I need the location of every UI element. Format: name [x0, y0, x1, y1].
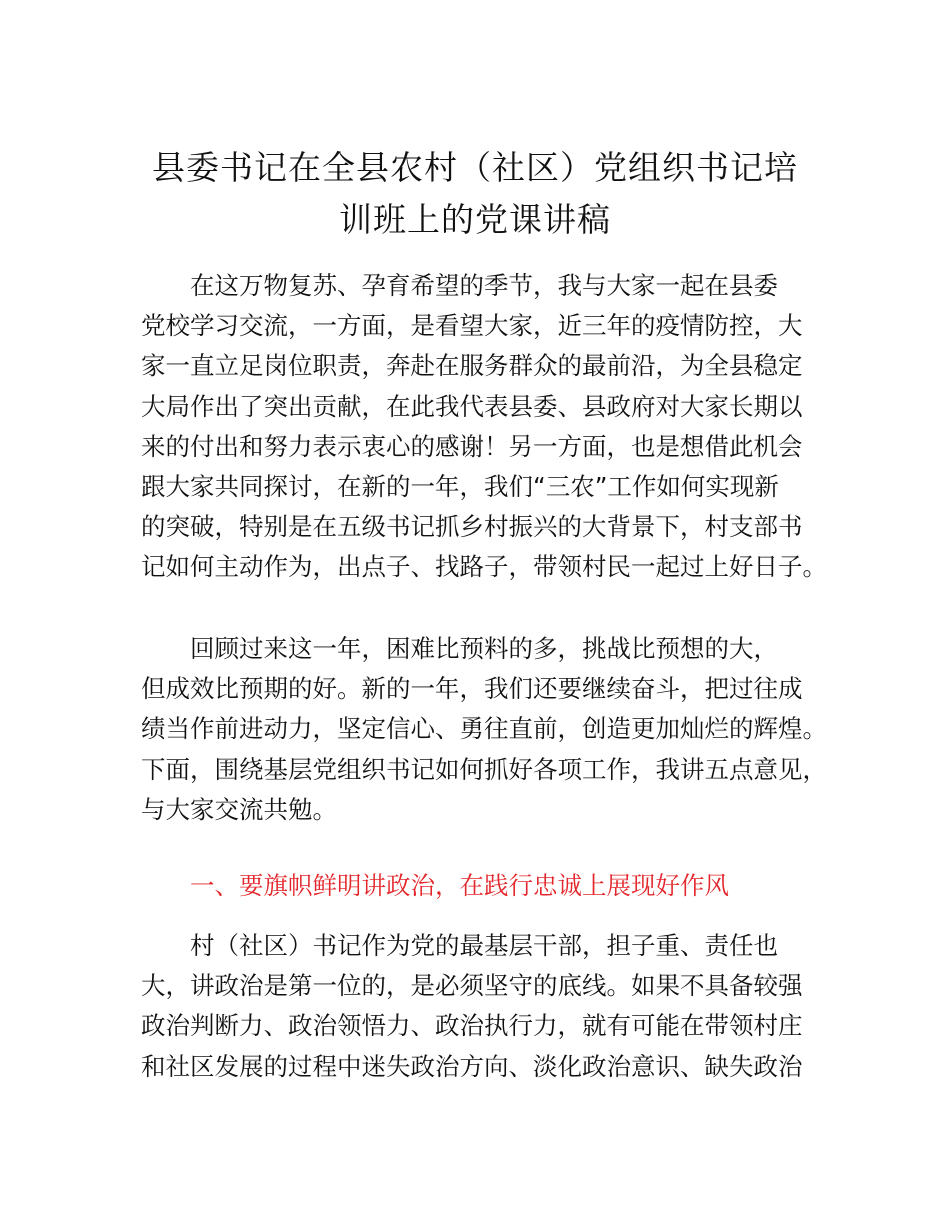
paragraph-line: 记如何主动作为，出点子、找路子，带领村民一起过上好日子。 [141, 552, 827, 582]
paragraph-line: 家一直立足岗位职责，奔赴在服务群众的最前沿，为全县稳定 [141, 351, 803, 381]
section-heading [141, 866, 831, 906]
paragraph-1 [141, 266, 831, 588]
title-line-2: 训班上的党课讲稿 [339, 200, 611, 239]
paragraph-line: 下面，围绕基层党组织书记如何抓好各项工作，我讲五点意见， [141, 754, 827, 784]
paragraph-line: 来的付出和努力表示衷心的感谢！另一方面，也是想借此机会 [141, 431, 803, 461]
paragraph-line: 在这万物复苏、孕育希望的季节，我与大家一起在县委 [190, 271, 778, 300]
paragraph-line: 与大家交流共勉。 [141, 794, 337, 824]
paragraph-line: 跟大家共同探讨，在新的一年，我们“三农”工作如何实现新 [141, 472, 779, 502]
paragraph-line: 大，讲政治是第一位的，是必须坚守的底线。如果不具备较强 [141, 971, 803, 1001]
paragraph-2 [141, 629, 831, 830]
paragraph-3 [141, 926, 831, 1087]
paragraph-line: 村（社区）书记作为党的最基层干部，担子重、责任也 [190, 931, 778, 960]
paragraph-line: 政治判断力、政治领悟力、政治执行力，就有可能在带领村庄 [141, 1011, 803, 1041]
paragraph-line: 回顾过来这一年，困难比预料的多，挑战比预想的大， [190, 634, 778, 663]
title-line-1: 县委书记在全县农村（社区）党组织书记培 [152, 148, 798, 187]
document-title [120, 142, 830, 246]
paragraph-line: 但成效比预期的好。新的一年，我们还要继续奋斗，把过往成 [141, 674, 803, 704]
paragraph-line: 绩当作前进动力，坚定信心、勇往直前，创造更加灿烂的辉煌。 [141, 714, 827, 744]
paragraph-line: 党校学习交流，一方面，是看望大家，近三年的疫情防控，大 [141, 311, 803, 341]
paragraph-line: 和社区发展的过程中迷失政治方向、淡化政治意识、缺失政治 [141, 1051, 803, 1081]
paragraph-line: 大局作出了突出贡献，在此我代表县委、县政府对大家长期以 [141, 391, 803, 421]
section-heading-text: 一、要旗帜鲜明讲政治，在践行忠诚上展现好作风 [190, 871, 729, 900]
paragraph-line: 的突破，特别是在五级书记抓乡村振兴的大背景下，村支部书 [141, 512, 803, 542]
